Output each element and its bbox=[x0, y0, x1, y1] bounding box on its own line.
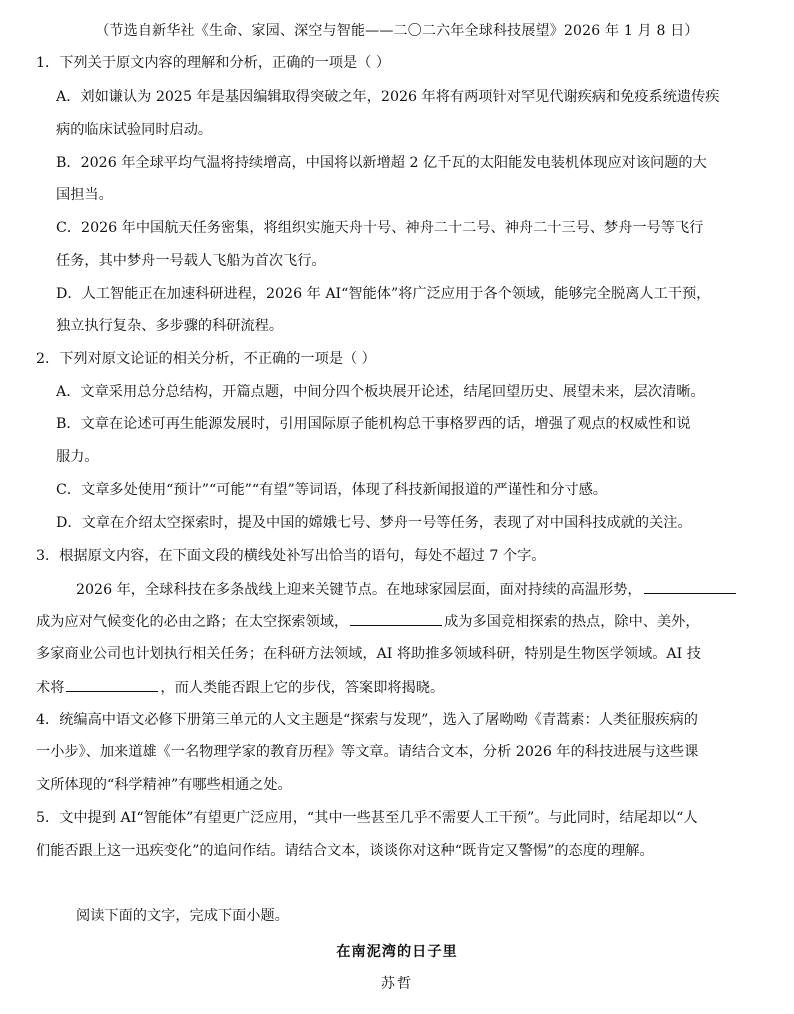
question-2-stem: 2．下列对原文论证的相关分析，不正确的一项是（ ） bbox=[36, 351, 376, 367]
q1-option-b-line1: B．2026 年全球平均气温将持续增高，中国将以新增超 2 亿千瓦的太阳能发电装机体现应对该问题的大 bbox=[56, 155, 707, 171]
q1-option-b-line2: 国担当。 bbox=[56, 187, 113, 203]
q3-passage-text: 术将 bbox=[36, 680, 65, 696]
q2-option-c: C．文章多处使用“预计”“可能”“有望”等词语，体现了科技新闻报道的严谨性和分寸感。 bbox=[56, 482, 607, 498]
passage-author: 苏哲 bbox=[380, 976, 414, 992]
q2-option-b-line2: 服力。 bbox=[56, 449, 99, 465]
question-4-line1: 4．统编高中语文必修下册第三单元的人文主题是“探索与发现”，选入了屠呦呦《青蒿素：人类征服疾病的 bbox=[36, 712, 698, 728]
q1-option-c-line1: C．2026 年中国航天任务密集，将组织实施天舟十号、神舟二十二号、神舟二十三号、梦舟一号等飞行 bbox=[56, 220, 704, 236]
question-3-stem: 3．根据原文内容，在下面文段的横线处补写出恰当的语句，每处不超过 7 个字。 bbox=[36, 548, 546, 564]
q2-option-a: A．文章采用总分总结构，开篇点题，中间分四个板块展开论述，结尾回望历史、展望未来，层次清晰。 bbox=[56, 384, 705, 400]
q1-option-a-line2: 病的临床试验同时启动。 bbox=[56, 122, 213, 138]
question-1-stem: 1．下列关于原文内容的理解和分析，正确的一项是（ ） bbox=[36, 55, 391, 71]
q3-passage-text: ，而人类能否跟上它的步伐，答案即将揭晓。 bbox=[160, 680, 445, 696]
answer-blank-1[interactable] bbox=[644, 579, 736, 594]
question-4-line2: 一小步》、加来道雄《一名物理学家的教育历程》等文章。请结合文本，分析 2026 年的科技进展与这些课 bbox=[36, 744, 699, 760]
q3-passage-text: 2026 年，全球科技在多条战线上迎来关键节点。在地球家园层面，面对持续的高温形势， bbox=[76, 582, 642, 598]
q1-option-c-line2: 任务，其中梦舟一号载人飞船为首次飞行。 bbox=[56, 253, 326, 269]
q1-option-d-line2: 独立执行复杂、多步骤的科研流程。 bbox=[56, 318, 284, 334]
q3-passage-line4 bbox=[36, 677, 444, 698]
q3-passage-line3: 多家商业公司也计划执行相关任务；在科研方法领域，AI 将助推多领域科研，特别是生物医学领域。AI 技 bbox=[36, 646, 701, 662]
question-4-line3: 文所体现的“科学精神”有哪些相通之处。 bbox=[36, 777, 292, 793]
question-5-line1: 5．文中提到 AI“智能体”有望更广泛应用，“其中一些甚至几乎不需要人工干预”。与此同时，结尾却以“人 bbox=[36, 810, 698, 826]
answer-blank-3[interactable] bbox=[66, 677, 158, 692]
q3-passage-line2 bbox=[36, 611, 700, 632]
q3-passage-line1 bbox=[76, 579, 738, 600]
passage-title: 在南泥湾的日子里 bbox=[336, 944, 458, 960]
q1-option-d-line1: D．人工智能正在加速科研进程，2026 年 AI“智能体”将广泛应用于各个领域，能够完全脱离人工干预， bbox=[56, 286, 711, 302]
question-5-line2: 们能否跟上这一迅疾变化”的追问作结。请结合文本，谈谈你对这种“既肯定又警惕”的态度的理解。 bbox=[36, 843, 654, 859]
q1-option-a-line1: A．刘如谦认为 2025 年是基因编辑取得突破之年，2026 年将有两项针对罕见代谢疾病和免疫系统遗传疾 bbox=[56, 89, 720, 105]
source-citation: （节选自新华社《生命、家园、深空与智能——二〇二六年全球科技展望》2026 年 1 月 8 日） bbox=[95, 23, 699, 39]
q3-passage-text: 成为多国竞相探索的热点，除中、美外， bbox=[444, 614, 700, 630]
q3-passage-text: 成为应对气候变化的必由之路；在太空探索领域， bbox=[36, 614, 349, 630]
q2-option-b-line1: B．文章在论述可再生能源发展时，引用国际原子能机构总干事格罗西的话，增强了观点的权威性和说 bbox=[56, 416, 691, 432]
q2-option-d: D．文章在介绍太空探索时，提及中国的嫦娥七号、梦舟一号等任务，表现了对中国科技成就的关注。 bbox=[56, 515, 692, 531]
reading-instruction: 阅读下面的文字，完成下面小题。 bbox=[76, 908, 289, 924]
answer-blank-2[interactable] bbox=[350, 611, 442, 626]
